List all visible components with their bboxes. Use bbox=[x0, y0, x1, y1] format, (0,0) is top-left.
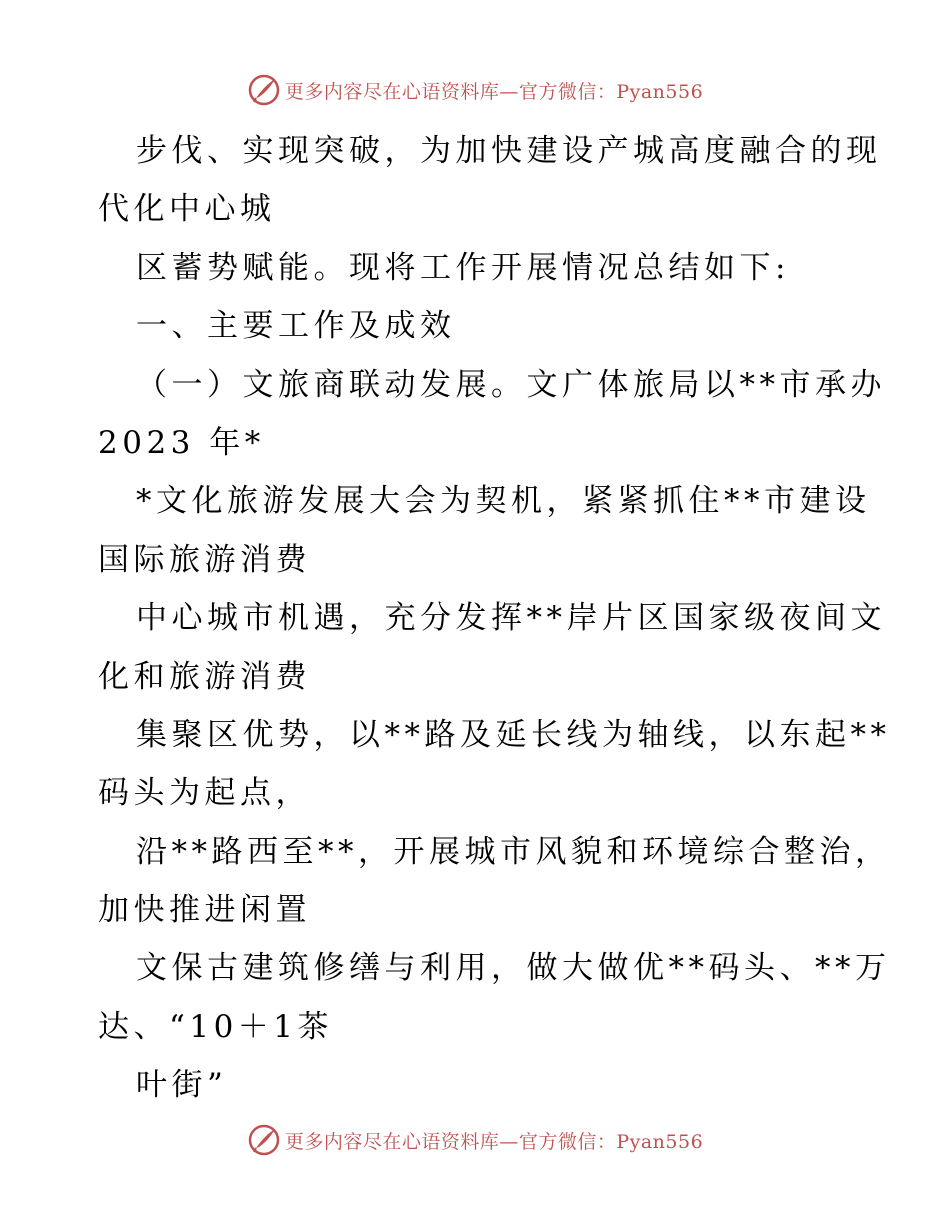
body-line: 2023 年* bbox=[98, 424, 265, 461]
body-line: 达、“10＋1茶 bbox=[98, 1008, 334, 1045]
body-line: 步伐、实现突破，为加快建设产城高度融合的现 bbox=[136, 133, 882, 169]
feather-pen-logo-icon bbox=[247, 1123, 281, 1157]
header-banner bbox=[0, 70, 950, 110]
footer-banner-text: 更多内容尽在心语资料库—官方微信：Pyan556 bbox=[284, 1130, 704, 1153]
body-line: 化和旅游消费 bbox=[98, 658, 311, 695]
header-banner-text: 更多内容尽在心语资料库—官方微信：Pyan556 bbox=[284, 80, 704, 103]
body-line: （一）文旅商联动发展。文广体旅局以**市承办 bbox=[136, 366, 886, 403]
body-line: 叶街” bbox=[136, 1067, 228, 1104]
body-line: 沿**路西至**，开展城市风貌和环境综合整治， bbox=[136, 833, 891, 870]
body-line: *文化旅游发展大会为契机，紧紧抓住**市建设 bbox=[136, 483, 871, 520]
body-line: 区蓄势赋能。现将工作开展情况总结如下: bbox=[136, 249, 790, 286]
body-line: 集聚区优势，以**路及延长线为轴线，以东起** bbox=[136, 716, 891, 753]
body-line: 代化中心城 bbox=[98, 191, 276, 228]
feather-pen-logo-icon bbox=[247, 73, 281, 107]
body-line: 中心城市机遇，充分发挥**岸片区国家级夜间文 bbox=[136, 600, 886, 637]
section-heading: 一、主要工作及成效 bbox=[136, 308, 456, 345]
body-line: 加快推进闲置 bbox=[98, 892, 311, 929]
footer-banner bbox=[0, 1120, 950, 1160]
body-line: 国际旅游消费 bbox=[98, 541, 311, 578]
document-body bbox=[98, 122, 891, 1115]
body-line: 文保古建筑修缮与利用，做大做优**码头、**万 bbox=[136, 950, 891, 987]
body-line: 码头为起点， bbox=[98, 775, 311, 812]
